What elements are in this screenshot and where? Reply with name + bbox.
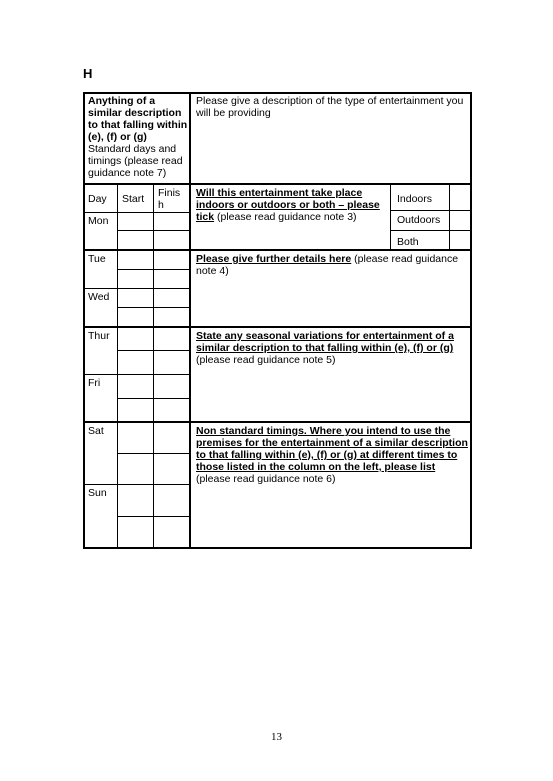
mon-finish-cell[interactable] xyxy=(154,213,189,249)
section-letter: H xyxy=(83,66,93,81)
sun-start-cell[interactable] xyxy=(118,485,153,547)
indoors-tick-box[interactable] xyxy=(450,185,470,210)
option-indoors-label: Indoors xyxy=(397,193,433,205)
tue-finish-cell[interactable] xyxy=(154,251,189,288)
thur-finish-cell[interactable] xyxy=(154,328,189,374)
left-header-bold: Anything of a similar description to that falling within (e), (f) or (g) xyxy=(88,95,188,143)
day-label-tue: Tue xyxy=(88,253,106,265)
page-number: 13 xyxy=(271,731,282,743)
description-prompt: Please give a description of the type of entertainment you will be providing xyxy=(196,95,464,119)
further-details-prompt xyxy=(196,253,468,277)
wed-start-cell[interactable] xyxy=(118,289,153,326)
fri-finish-cell[interactable] xyxy=(154,375,189,421)
venue-question-note: (please read guidance note 3) xyxy=(214,211,357,223)
left-header-note: Standard days and timings (please read guidance note 7) xyxy=(88,143,183,179)
sat-finish-cell[interactable] xyxy=(154,423,189,484)
day-label-mon: Mon xyxy=(88,215,109,227)
sat-start-cell[interactable] xyxy=(118,423,153,484)
mon-start-cell[interactable] xyxy=(118,213,153,249)
option-both-label: Both xyxy=(397,236,419,248)
outdoors-tick-box[interactable] xyxy=(450,211,470,230)
venue-question xyxy=(196,187,386,223)
venue-question-bold: Will this entertainment take place indoors or outdoors or both – please tick xyxy=(196,187,380,223)
sun-finish-cell[interactable] xyxy=(154,485,189,547)
both-tick-box[interactable] xyxy=(450,231,470,249)
column-header-day: Day xyxy=(88,193,107,205)
seasonal-prompt xyxy=(196,330,468,366)
further-details-bold: Please give further details here xyxy=(196,253,352,265)
non-standard-answer-area[interactable] xyxy=(192,485,469,546)
left-header xyxy=(88,95,188,179)
wed-finish-cell[interactable] xyxy=(154,289,189,326)
tue-start-cell[interactable] xyxy=(118,251,153,288)
non-standard-prompt xyxy=(196,425,468,485)
column-header-start: Start xyxy=(122,193,145,205)
further-details-answer-area[interactable] xyxy=(192,280,469,325)
day-label-fri: Fri xyxy=(88,377,101,389)
seasonal-answer-area[interactable] xyxy=(192,368,469,420)
further-details-note: (please read guidance note 4) xyxy=(196,253,459,277)
description-answer-area[interactable] xyxy=(192,120,468,180)
seasonal-bold: State any seasonal variations for entertainment of a similar description to that falling within (e), (f) or (g) xyxy=(196,330,454,354)
seasonal-note: (please read guidance note 5) xyxy=(196,354,336,366)
fri-start-cell[interactable] xyxy=(118,375,153,421)
option-outdoors-label: Outdoors xyxy=(397,214,441,226)
non-standard-bold: Non standard timings. Where you intend to use the premises for the entertainment of a similar description to that falling within (e), (f) or (g) at different times to those listed in the column on the left, please list xyxy=(196,425,468,473)
day-label-sun: Sun xyxy=(88,487,107,499)
column-header-finish: Finis h xyxy=(158,187,181,211)
thur-start-cell[interactable] xyxy=(118,328,153,374)
non-standard-note: (please read guidance note 6) xyxy=(196,473,336,485)
day-label-wed: Wed xyxy=(88,291,110,303)
day-label-sat: Sat xyxy=(88,425,104,437)
day-label-thur: Thur xyxy=(88,330,110,342)
